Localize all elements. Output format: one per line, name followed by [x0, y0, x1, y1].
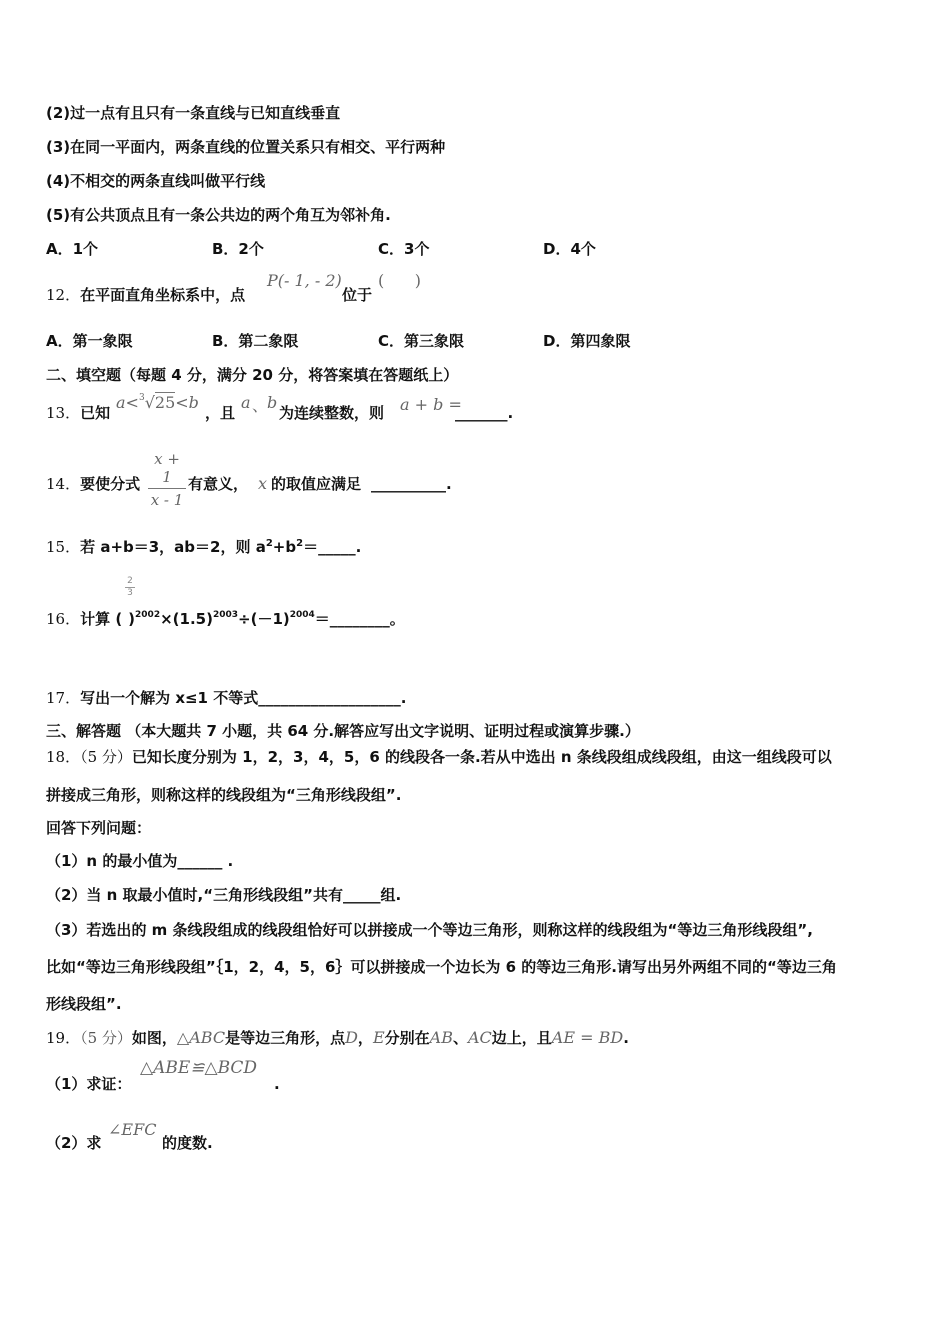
q14-answer-blank: __________.: [371, 475, 452, 493]
q16-frac-denominator: 3: [127, 588, 133, 598]
q16-exp-2: 2003: [212, 610, 239, 620]
q16-line: [46, 605, 405, 629]
q19-point-e: E: [372, 1028, 385, 1047]
q14-text-c: 的取值应满足: [271, 475, 362, 493]
q14-frac-numerator: x + 1: [154, 450, 180, 486]
q13-expr: a + b =: [400, 395, 462, 414]
q13-line: [46, 403, 110, 423]
fraction-bar: [148, 488, 186, 489]
q16-text-d: ÷(－1): [238, 610, 290, 628]
q17-text: 写出一个解为 x≤1 不等式___________________.: [80, 689, 407, 707]
q19-point-d: D: [345, 1028, 358, 1047]
statement-3: (3)在同一平面内，两条直线的位置关系只有相交、平行两种: [46, 138, 446, 156]
q16-exp-1: 2002: [135, 610, 161, 620]
q19-part-2-expr: ∠EFC: [108, 1120, 157, 1139]
q15-exp-1: 2: [265, 538, 273, 549]
q19-segment-ab: AB: [429, 1028, 453, 1047]
q14-text-a: 要使分式: [80, 475, 141, 493]
q19-number: 19．: [46, 1029, 81, 1047]
q13-answer-blank: _______.: [455, 404, 514, 422]
q17-number: 17．: [46, 689, 81, 707]
radical-icon: √: [144, 393, 155, 412]
q13-number: 13．: [46, 404, 81, 422]
q19-part-1-expr: △ABE≌△BCD: [140, 1058, 258, 1078]
q16-number: 16．: [46, 610, 81, 628]
q19-text-g: .: [623, 1029, 629, 1047]
q12-option-b: B．第二象限: [212, 332, 299, 350]
q12-line: [46, 285, 245, 305]
q14-line: [46, 474, 140, 494]
q14-number: 14．: [46, 475, 81, 493]
q18-part-3-line-2: 比如“等边三角形线段组”｛1，2，4，5，6｝可以拼接成一个边长为 6 的等边三角形.请写出另外两组不同的“等边三角: [46, 958, 837, 976]
q12-option-d: D．第四象限: [543, 332, 631, 350]
q15-text: 若 a+b＝3，ab＝2，则 a: [80, 538, 266, 556]
q13-var-b: b: [267, 393, 278, 412]
q13-lt-2: <: [175, 393, 189, 412]
q13-text-c: 为连续整数，则: [279, 404, 385, 422]
q18-part-3-line-1: （3）若选出的 m 条线段组成的线段组恰好可以拼接成一个等边三角形，则称这样的线段组为“等边三角形线段组”,: [46, 921, 813, 939]
q13-sep: 、: [252, 396, 269, 415]
q11-option-b: B．2个: [212, 240, 264, 258]
q16-text-a: 计算 (: [80, 610, 123, 628]
q18-number: 18．: [46, 748, 81, 766]
q13-ineq-a: a: [116, 393, 126, 412]
q18-score: （5 分）: [80, 748, 132, 766]
q12-option-a: A．第一象限: [46, 332, 133, 350]
q12-point: P(- 1, - 2): [267, 271, 342, 290]
q19-text-b: 是等边三角形，点: [225, 1029, 346, 1047]
q19-part-2-label: （2）求: [46, 1134, 102, 1152]
q12-option-c: C．第三象限: [378, 332, 465, 350]
q19-text-a: 如图，: [131, 1029, 177, 1047]
q16-text-b: ): [128, 610, 136, 628]
q18-part-1: （1）n 的最小值为______ .: [46, 852, 234, 870]
q13-text-b: ，且: [205, 404, 236, 422]
q12-number: 12．: [46, 286, 81, 304]
q12-text-a: 在平面直角坐标系中，点: [80, 286, 246, 304]
q19-equation: AE = BD: [551, 1028, 624, 1047]
q15-line: [46, 534, 361, 557]
q14-var: x: [258, 474, 268, 493]
q13-text-a: 已知: [80, 404, 111, 422]
statement-5: (5)有公共顶点且有一条公共边的两个角互为邻补角.: [46, 206, 391, 224]
q19-text-f: 边上，且: [491, 1029, 552, 1047]
q15-number: 15．: [46, 538, 81, 556]
q19-part-1-label: （1）求证：: [46, 1075, 132, 1093]
q19-text-e: 、: [452, 1029, 468, 1047]
statement-2: (2)过一点有且只有一条直线与已知直线垂直: [46, 104, 341, 122]
q18-text-1: 已知长度分别为 1，2，3，4，5，6 的线段各一条.若从中选出 n 条线段组成线段组，由这一组线段可以: [131, 748, 832, 766]
q12-text-b: 位于: [342, 286, 373, 304]
q13-root-index: 3: [138, 393, 145, 403]
q19-text-d: 分别在: [384, 1029, 430, 1047]
q17-line: [46, 688, 406, 708]
q15-plus: +b: [272, 538, 297, 556]
q18-line-2: 拼接成三角形，则称这样的线段组为“三角形线段组”.: [46, 786, 402, 804]
section-3-heading: 三、解答题 （本大题共 7 小题，共 64 分.解答应写出文字说明、证明过程或演算步骤.）: [46, 722, 640, 740]
q13-root-arg: 25: [154, 393, 176, 412]
q13-ineq-b: b: [188, 393, 199, 412]
q19-line-1: [46, 1028, 629, 1048]
q19-text-c: ，: [357, 1029, 373, 1047]
q16-fraction: [125, 577, 135, 598]
section-2-heading: 二、填空题（每题 4 分，满分 20 分，将答案填在答题纸上）: [46, 366, 459, 384]
q11-option-d: D．4个: [543, 240, 596, 258]
q16-frac-numerator: 2: [127, 576, 133, 586]
q18-part-2: （2）当 n 取最小值时,“三角形线段组”共有_____组.: [46, 886, 402, 904]
q18-line-1: [46, 747, 832, 767]
q18-prompt: 回答下列问题：: [46, 819, 152, 837]
q11-option-c: C．3个: [378, 240, 430, 258]
q19-score: （5 分）: [80, 1029, 132, 1047]
q19-part-2-end: 的度数.: [162, 1134, 213, 1152]
q13-inequality: [116, 393, 199, 412]
q15-answer-blank: ＝_____.: [303, 538, 362, 556]
q19-part-1-end: .: [274, 1075, 280, 1093]
q11-option-a: A．1个: [46, 240, 99, 258]
q14-fraction: [148, 450, 186, 509]
q14-text-b: 有意义，: [188, 475, 249, 493]
q12-answer-parens: ( ): [378, 271, 421, 290]
q15-exp-2: 2: [296, 538, 304, 549]
q13-lt-1: <: [125, 393, 139, 412]
q19-triangle-abc: △ABC: [176, 1028, 226, 1047]
q16-answer-blank: ＝________。: [314, 610, 405, 628]
q18-part-3-line-3: 形线段组”.: [46, 995, 122, 1013]
q16-exp-3: 2004: [289, 610, 315, 620]
q16-text-c: ×(1.5): [160, 610, 213, 628]
q13-var-a: a: [241, 393, 251, 412]
q14-frac-denominator: x - 1: [150, 491, 184, 509]
statement-4: (4)不相交的两条直线叫做平行线: [46, 172, 266, 190]
q19-segment-ac: AC: [467, 1028, 492, 1047]
